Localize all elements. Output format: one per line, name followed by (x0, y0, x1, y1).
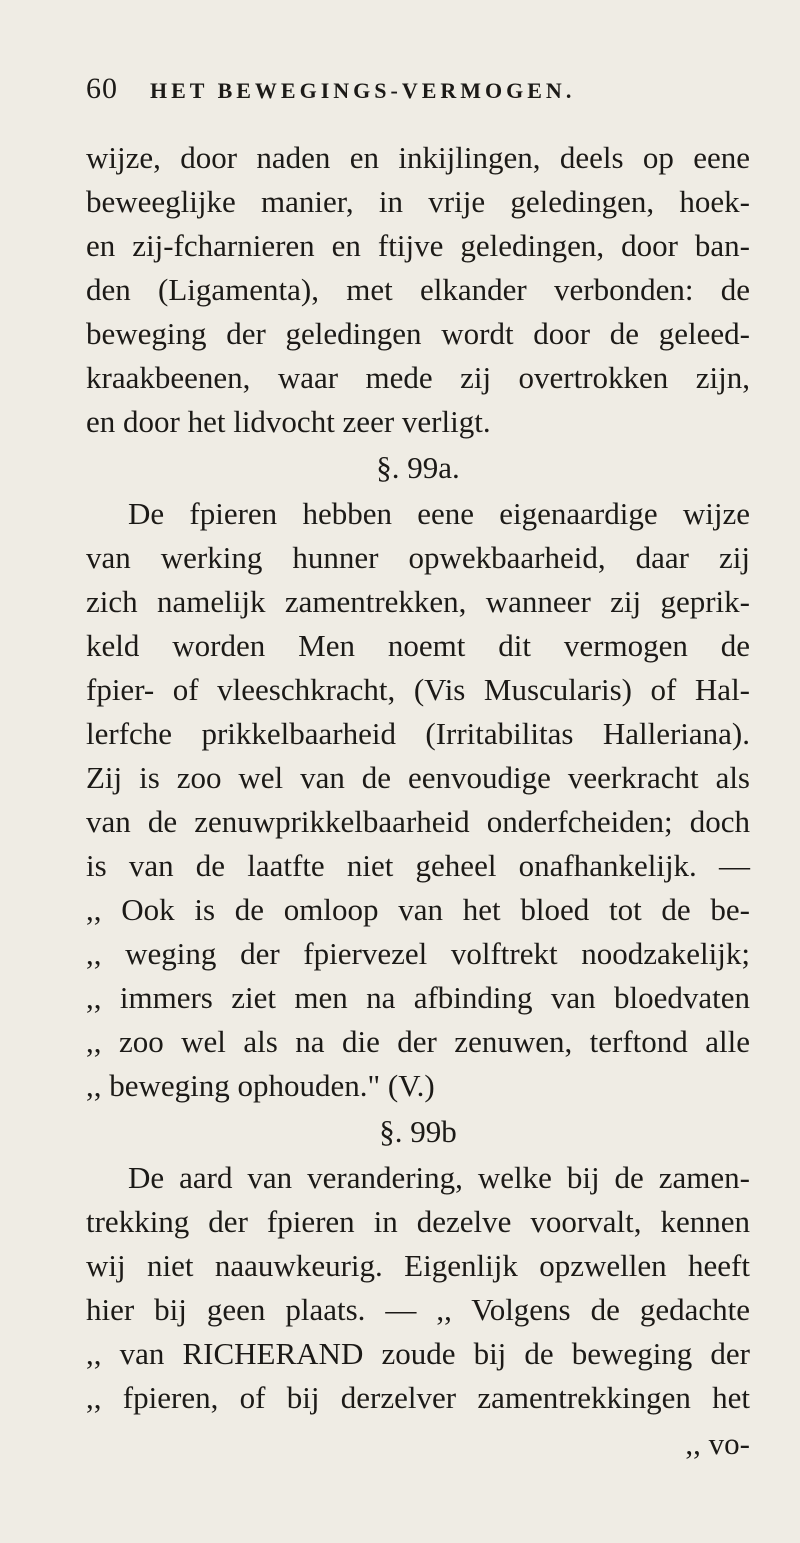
text-line: Zij is zoo wel van de eenvoudige veerkracht als (86, 760, 750, 795)
running-head: HET BEWEGINGS-VERMOGEN. (150, 78, 576, 103)
text-line: beweging der geledingen wordt door de geleed- (86, 316, 750, 351)
text-line: van werking hunner opwekbaarheid, daar zij (86, 540, 750, 575)
text-line: is van de laatfte niet geheel onafhankelijk. — (86, 848, 750, 883)
page-number: 60 (86, 72, 118, 105)
text-line: lerfche prikkelbaarheid (Irritabilitas Halleriana). (86, 716, 750, 751)
text-line: trekking der fpieren in dezelve voorvalt, kennen (86, 1204, 750, 1239)
text-line: De fpieren hebben eene eigenaardige wijze (128, 496, 750, 531)
section-heading: §. 99a. (376, 450, 460, 485)
text-line: den (Ligamenta), met elkander verbonden: de (86, 272, 750, 307)
text-line: De aard van verandering, welke bij de zamen- (128, 1160, 750, 1195)
text-line: ,, Ook is de omloop van het bloed tot de be- (86, 892, 750, 927)
text-line: ,, van RICHERAND zoude bij de beweging der (86, 1336, 750, 1371)
text-line: wij niet naauwkeurig. Eigenlijk opzwellen heeft (86, 1248, 750, 1283)
text-line: beweeglijke manier, in vrije geledingen, hoek- (86, 184, 750, 219)
text-line: ,, immers ziet men na afbinding van bloedvaten (86, 980, 750, 1015)
catchword: ,, vo- (685, 1426, 750, 1461)
text-line: van de zenuwprikkelbaarheid onderfcheiden; doch (86, 804, 750, 839)
text-line: zich namelijk zamentrekken, wanneer zij geprik- (86, 584, 750, 619)
text-line: ,, fpieren, of bij derzelver zamentrekkingen het (86, 1380, 750, 1415)
text-line: en zij-fcharnieren en ftijve geledingen, door ban- (86, 228, 750, 263)
section-heading: §. 99b (379, 1114, 457, 1149)
text-line: hier bij geen plaats. — ,, Volgens de gedachte (86, 1292, 750, 1327)
text-line: keld worden Men noemt dit vermogen de (86, 628, 750, 663)
text-line: kraakbeenen, waar mede zij overtrokken zijn, (86, 360, 750, 395)
text-line: en door het lidvocht zeer verligt. (86, 404, 491, 439)
text-line: ,, beweging ophouden." (V.) (86, 1068, 435, 1103)
text-line: wijze, door naden en inkijlingen, deels op eene (86, 140, 750, 175)
text-line: ,, weging der fpiervezel volftrekt noodzakelijk; (86, 936, 750, 971)
page-header (86, 72, 726, 112)
text-line: ,, zoo wel als na die der zenuwen, terftond alle (86, 1024, 750, 1059)
text-line: fpier- of vleeschkracht, (Vis Muscularis) of Hal- (86, 672, 750, 707)
